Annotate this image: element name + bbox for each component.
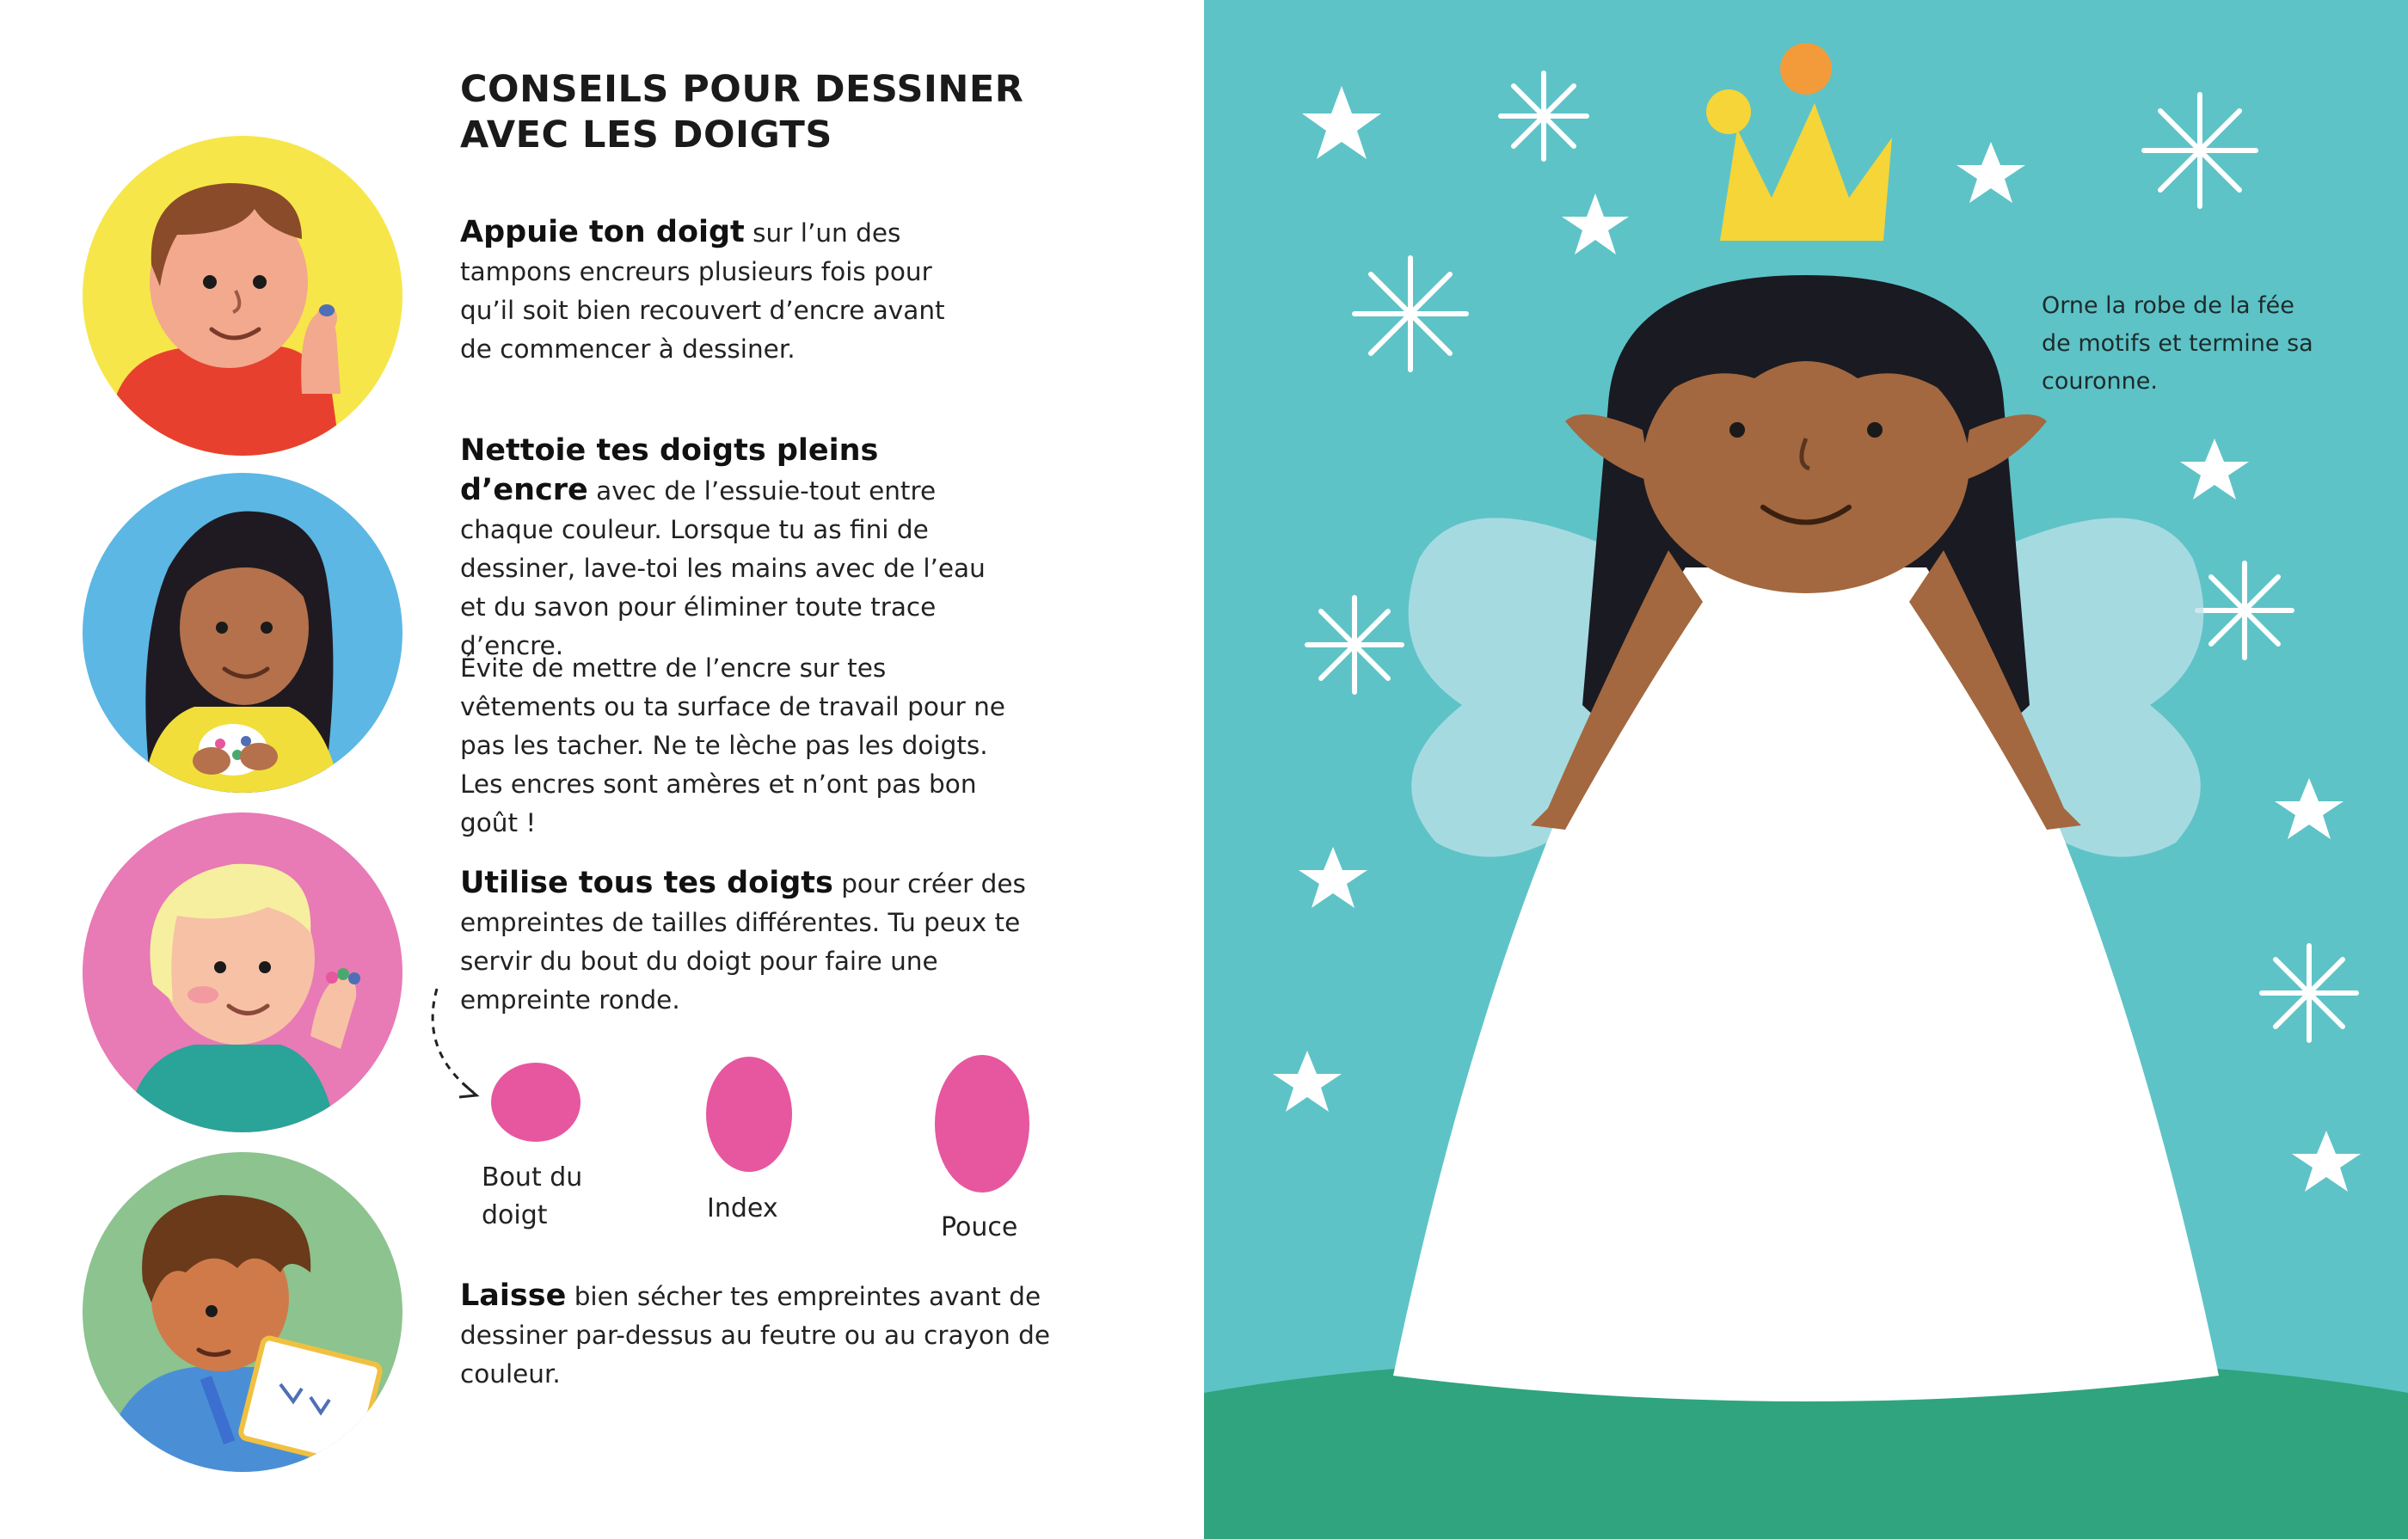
tip-press-finger — [460, 213, 976, 369]
title-line-1: CONSEILS POUR DESSINER — [460, 68, 1024, 111]
tip-clean-fingers — [460, 432, 1010, 665]
tip-bold: Utilise tous tes doigts — [460, 866, 833, 900]
thumb-print — [932, 1051, 1032, 1197]
tip-text: bien sécher tes empreintes avant de dessiner par-dessus au feutre ou au crayon de couleur. — [460, 1282, 1051, 1389]
avatar-boy-inked-finger — [83, 136, 402, 456]
tip-text: pour créer des empreintes de tailles différentes. Tu peux te servir du bout du doigt pour faire une empreinte ronde. — [460, 869, 1026, 1015]
avatar-blond-painted-fingers — [83, 812, 402, 1132]
fingertip-print — [488, 1059, 583, 1145]
index-label: Index — [707, 1193, 778, 1223]
tip-let-dry — [460, 1277, 1062, 1394]
tip-bold: Nettoie tes doigts pleins d’encre — [460, 433, 879, 507]
tip-bold: Appuie ton doigt — [460, 215, 745, 249]
index-print — [702, 1054, 796, 1174]
tip-avoid-ink — [460, 649, 1010, 843]
tip-text: Évite de mettre de l’encre sur tes vêtements ou ta surface de travail pour ne pas les tacher. Ne te lèche pas les doigts. Les encres sont amères et n’ont pas bon goût ! — [460, 653, 1005, 837]
tip-text: avec de l’essuie-tout entre chaque couleur. Lorsque tu as fini de dessiner, lave-toi les mains avec de l’eau et du savon pour éliminer toute trace d’encre. — [460, 476, 986, 660]
fairy-instruction: Orne la robe de la fée de motifs et termine sa couronne. — [2042, 292, 2313, 395]
title-line-2: AVEC LES DOIGTS — [460, 113, 832, 156]
tip-bold: Laisse — [460, 1278, 567, 1313]
tip-use-all-fingers — [460, 864, 1028, 1020]
dashed-arrow-icon — [420, 982, 497, 1119]
page-title — [460, 67, 1062, 158]
fingertip-label: Bout du doigt — [482, 1162, 583, 1230]
thumb-label: Pouce — [941, 1212, 1018, 1242]
right-page-fairy — [1204, 0, 2408, 1539]
fairy-illustration — [1204, 0, 2408, 1539]
avatar-girl-dark-hair — [83, 473, 402, 793]
tip-text: sur l’un des tampons encreurs plusieurs fois pour qu’il soit bien recouvert d’encre avant de commencer à dessiner. — [460, 218, 945, 364]
avatar-child-drawing — [83, 1152, 402, 1472]
